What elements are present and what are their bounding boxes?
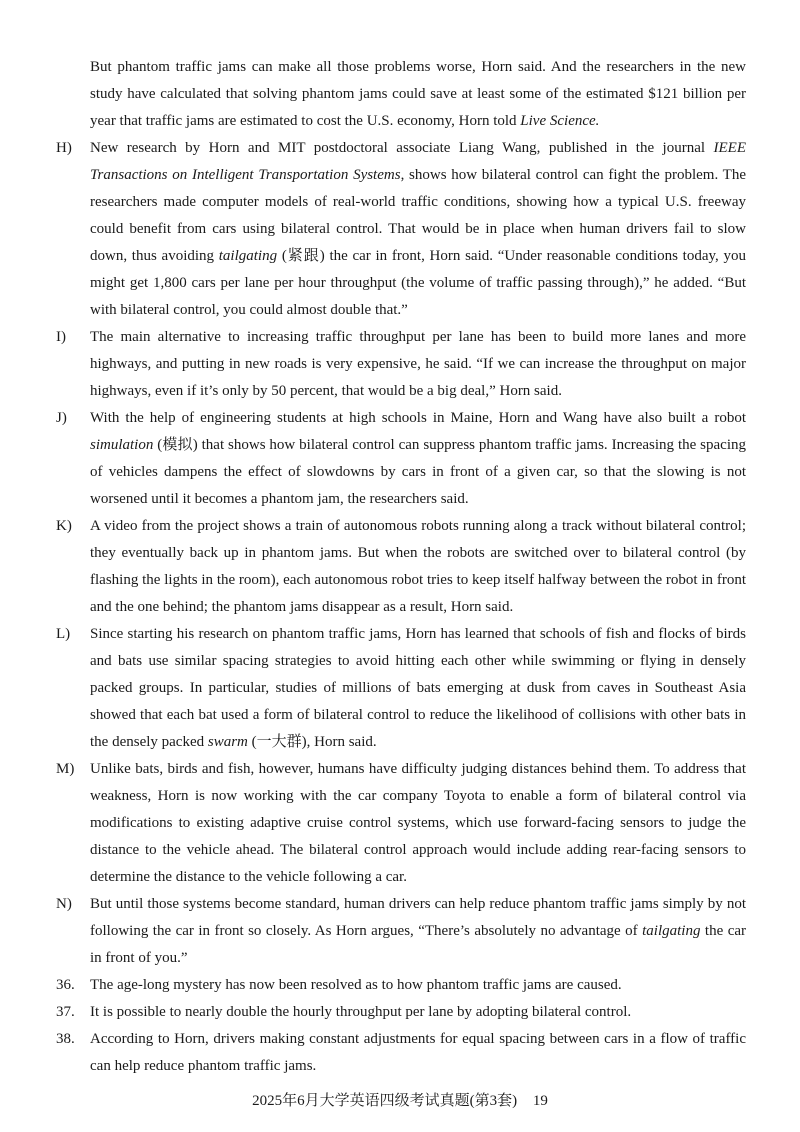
page-number: 19 — [532, 1093, 548, 1109]
paragraph-tag: K) — [56, 518, 72, 534]
paragraph-k — [56, 513, 746, 621]
paragraph-j — [56, 405, 746, 513]
paragraph-text: The main alternative to increasing traffic throughput per lane has been to build more lanes and more highways, and putting in new roads is very expensive, he said. “If we can increase the throughput on major highways, even if it’s only by 50 percent, that would be a big deal,” Horn said. — [90, 329, 746, 399]
question-number: 37. — [56, 1004, 75, 1020]
passage-body — [56, 54, 746, 1080]
question-number: 36. — [56, 977, 75, 993]
paragraph-tag: J) — [56, 410, 67, 426]
paragraph-tag: N) — [56, 896, 72, 912]
paragraph-text: With the help of engineering students at high schools in Maine, Horn and Wang have also built a robot simulation (模拟) that shows how bilateral control can suppress phantom traffic jams. Increasing the spacing of vehicles dampens the effect of slowdowns by cars in front of a given car, so that the slowing is not worsened until it becomes a phantom jam, the researchers said. — [90, 410, 746, 507]
paragraph-text: New research by Horn and MIT postdoctoral associate Liang Wang, published in the journal IEEE Transactions on Intelligent Transportation Systems, shows how bilateral control can fight the problem. The researchers made computer models of real-world traffic conditions, showing how a typical U.S. freeway could benefit from cars using bilateral control. That would be in place when human drivers fail to slow down, thus avoiding tailgating (紧跟) the car in front, Horn said. “Under reasonable conditions today, you might get 1,800 cars per lane per hour throughput (the volume of traffic passing through),” he added. “But with bilateral control, you could almost double that.” — [90, 140, 746, 318]
paragraph-tag: I) — [56, 329, 66, 345]
question-text: The age-long mystery has now been resolved as to how phantom traffic jams are caused. — [90, 977, 622, 993]
paragraph-tag: M) — [56, 761, 75, 777]
paragraph-tag: L) — [56, 626, 71, 642]
paragraph-text: Since starting his research on phantom traffic jams, Horn has learned that schools of fish and flocks of birds and bats use similar spacing strategies to avoid hitting each other while swimming or flying in densely packed groups. In particular, studies of millions of bats emerging at dusk from caves in Southeast Asia showed that each bat used a form of bilateral control to reduce the likelihood of collisions with other bats in the densely packed swarm (一大群), Horn said. — [90, 626, 746, 750]
paragraph-l — [56, 621, 746, 756]
question-item — [56, 999, 746, 1026]
question-text: According to Horn, drivers making constant adjustments for equal spacing between cars in a flow of traffic can help reduce phantom traffic jams. — [90, 1031, 746, 1074]
question-list — [56, 972, 746, 1080]
question-text: It is possible to nearly double the hourly throughput per lane by adopting bilateral control. — [90, 1004, 632, 1020]
question-item — [56, 972, 746, 999]
paragraph-text: But until those systems become standard, human drivers can help reduce phantom traffic jams simply by not following the car in front so closely. As Horn argues, “There’s absolutely no advantage of tailgating the car in front of you.” — [90, 896, 746, 966]
paragraph-tag: H) — [56, 140, 72, 156]
footer-title: 2025年6月大学英语四级考试真题(第3套) — [252, 1093, 518, 1109]
passage-paragraphs — [56, 135, 746, 972]
paragraph-i — [56, 324, 746, 405]
paragraph-n — [56, 891, 746, 972]
question-item — [56, 1026, 746, 1080]
paragraph-h — [56, 135, 746, 324]
continuation-paragraph: But phantom traffic jams can make all those problems worse, Horn said. And the researchers in the new study have calculated that solving phantom jams could save at least some of the estimated $121 billion per year that traffic jams are estimated to cost the U.S. economy, Horn told Live Science. — [90, 59, 746, 129]
paragraph-text: Unlike bats, birds and fish, however, humans have difficulty judging distances behind them. To address that weakness, Horn is now working with the car company Toyota to enable a form of bilateral control via modifications to existing adaptive cruise control systems, which use forward-facing sensors to judge the distance to the vehicle ahead. The bilateral control approach would include adding rear-facing sensors to determine the distance to the vehicle following a car. — [90, 761, 746, 885]
page-footer — [0, 1089, 800, 1110]
paragraph-text: A video from the project shows a train of autonomous robots running along a track without bilateral control; they eventually back up in phantom jams. But when the robots are switched over to bilateral control (by flashing the lights in the room), each autonomous robot tries to keep itself halfway between the robot in front and the one behind; the phantom jams disappear as a result, Horn said. — [90, 518, 746, 615]
question-number: 38. — [56, 1031, 75, 1047]
paragraph-m — [56, 756, 746, 891]
